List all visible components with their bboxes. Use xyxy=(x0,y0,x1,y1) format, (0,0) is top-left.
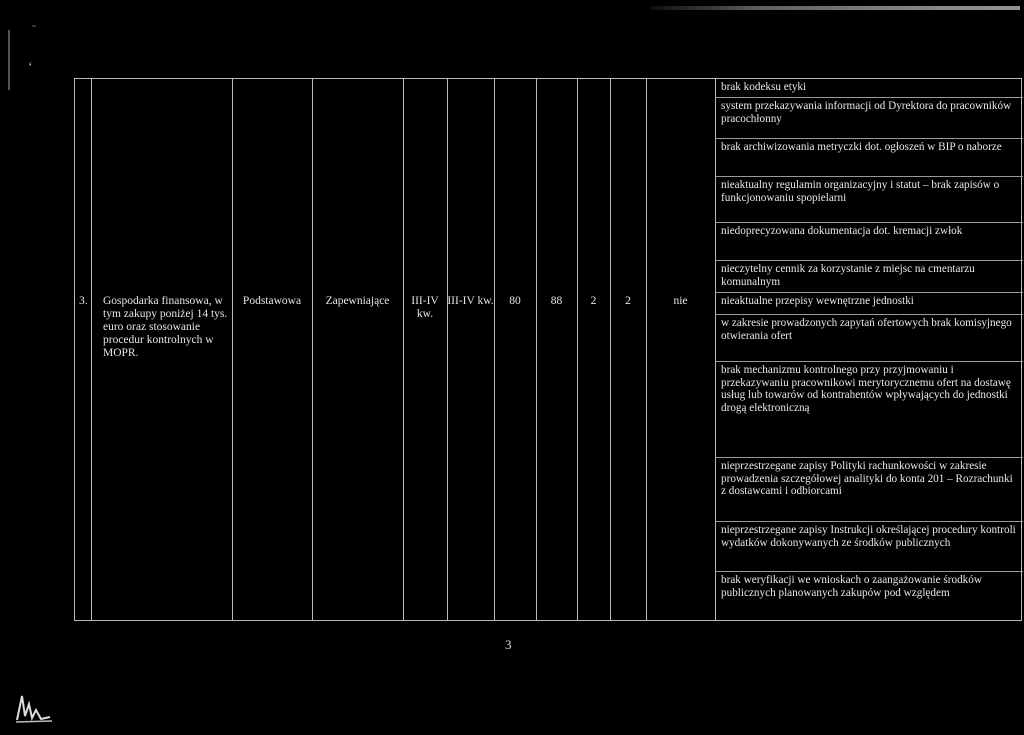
task-type: Podstawowa xyxy=(242,295,302,307)
column-divider xyxy=(312,79,313,620)
finding-item: brak weryfikacji we wnioskach o zaangażowanie środków publicznych planowanych zakupów pod względem xyxy=(721,574,982,599)
finding-item: brak kodeksu etyki xyxy=(715,79,1023,98)
page-number: 3 xyxy=(505,637,512,652)
planned-period: III-IV kw. xyxy=(411,295,439,320)
scan-edge-artifact-left xyxy=(8,30,10,90)
column-divider xyxy=(447,79,448,620)
column-divider xyxy=(646,79,647,620)
value-3: 2 xyxy=(590,295,597,307)
realized-period: III-IV kw. xyxy=(447,295,494,307)
column-divider xyxy=(403,79,404,620)
scan-mark-small: " xyxy=(32,24,37,35)
finding-item: nieaktualny regulamin organizacyjny i statut – brak zapisów o funkcjonowaniu spopielarni xyxy=(715,177,1023,223)
value-4: 2 xyxy=(625,295,631,307)
column-divider xyxy=(577,79,578,620)
finding-item: brak archiwizowania metryczki dot. ogłoszeń w BIP o naborze xyxy=(715,139,1023,177)
scan-edge-artifact xyxy=(650,6,1020,10)
findings-column xyxy=(715,79,1023,620)
findings-table xyxy=(74,78,1022,621)
column-divider xyxy=(536,79,537,620)
finding-item: nieprzestrzegane zapisy Polityki rachunkowości w zakresie prowadzenia szczegółowej analityki do konta 201 – Rozrachunki z dostawcami i odbiorcami xyxy=(715,458,1023,522)
flag-value: nie xyxy=(673,295,688,307)
column-divider xyxy=(610,79,611,620)
column-divider xyxy=(232,79,233,620)
finding-item: nieaktualne przepisy wewnętrzne jednostki xyxy=(715,293,1023,315)
finding-item: nieczytelny cennik za korzystanie z miejsc na cmentarzu komunalnym xyxy=(715,261,1023,293)
process-type: Zapewniające xyxy=(325,295,390,307)
finding-item: w zakresie prowadzonych zapytań ofertowych brak komisyjnego otwierania ofert xyxy=(715,315,1023,362)
value-1: 80 xyxy=(509,295,521,307)
column-divider xyxy=(91,79,92,620)
finding-item: niedoprecyzowana dokumentacja dot. kremacji zwłok xyxy=(715,223,1023,261)
column-divider xyxy=(494,79,495,620)
finding-item: system przekazywania informacji od Dyrektora do pracowników pracochłonny xyxy=(715,98,1023,139)
scan-mark: ‘ xyxy=(28,60,33,75)
value-2: 88 xyxy=(550,295,563,307)
row-number: 3. xyxy=(79,295,88,307)
finding-item: nieprzestrzegane zapisy Instrukcji określającej procedury kontroli wydatków dokonywanych ze środków publicznych xyxy=(715,522,1023,572)
area-description: Gospodarka finansowa, w tym zakupy poniżej 14 tys. euro oraz stosowanie procedur kontrolnych w MOPR. xyxy=(103,295,228,359)
signature-icon xyxy=(14,690,54,724)
finding-item: brak mechanizmu kontrolnego przy przyjmowaniu i przekazywaniu pracownikowi merytorycznemu ofert na dostawę usług lub towarów od kontrahentów wpływających do jednostki drogą elektroniczną xyxy=(715,362,1023,458)
